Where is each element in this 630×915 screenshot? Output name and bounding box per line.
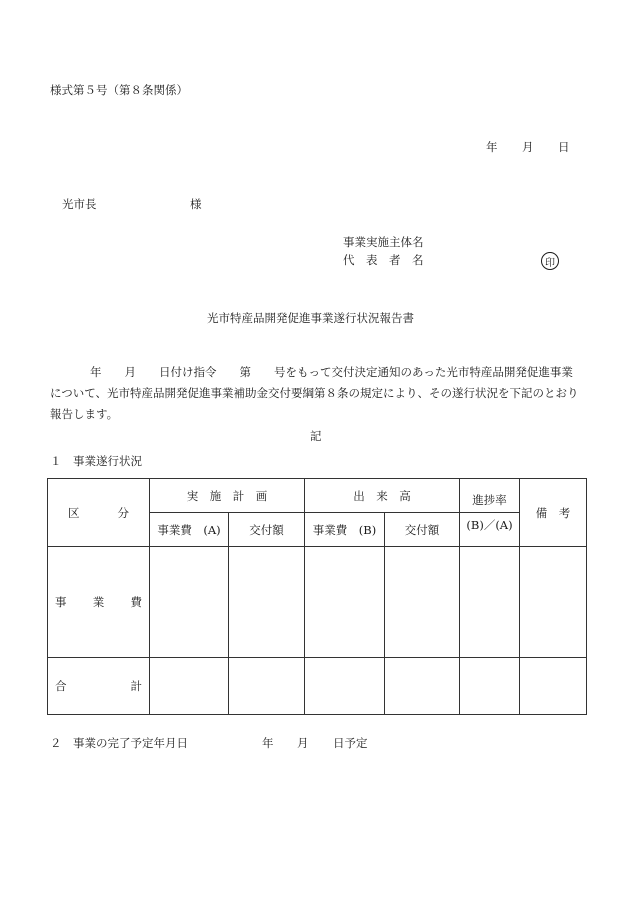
- total-cost-b[interactable]: [305, 658, 385, 715]
- total-grant-a[interactable]: [229, 658, 305, 715]
- total-ratio[interactable]: [460, 658, 520, 715]
- table-row-gokei: [48, 658, 587, 715]
- section-2-year: 年: [262, 736, 274, 750]
- header-plan: 実 施 計 画: [150, 479, 305, 513]
- body-paragraph: [50, 362, 584, 425]
- section-2-label: ２ 事業の完了予定年月日: [50, 736, 188, 750]
- cell-remarks[interactable]: [520, 547, 587, 658]
- header-cost-a: 事業費 (A): [150, 513, 229, 547]
- cell-grant-b[interactable]: [385, 547, 460, 658]
- doc-title: 光市特産品開発促進事業遂行状況報告書: [207, 311, 414, 325]
- cell-cost-a[interactable]: [150, 547, 229, 658]
- header-kubun-2: 分: [117, 505, 129, 520]
- section-1-heading: １ 事業遂行状況: [50, 454, 142, 468]
- header-kubun: [48, 479, 150, 547]
- header-kubun-1: 区: [68, 505, 80, 520]
- addressee-title: 光市長: [62, 197, 97, 211]
- header-cost-b: 事業費 (B): [305, 513, 385, 547]
- row-label-gokei-1: 合: [55, 679, 67, 693]
- table-row-jigyohi: [48, 547, 587, 658]
- section-2-month: 月: [297, 736, 309, 750]
- seal-mark: 印: [541, 252, 559, 270]
- total-cost-a[interactable]: [150, 658, 229, 715]
- ki-mark: 記: [310, 429, 322, 443]
- total-remarks[interactable]: [520, 658, 587, 715]
- date-year: 年: [486, 140, 498, 154]
- header-grant-a: 交付額: [229, 513, 305, 547]
- total-grant-b[interactable]: [385, 658, 460, 715]
- row-label-jigyohi-2: 業: [92, 595, 105, 609]
- header-grant-b: 交付額: [385, 513, 460, 547]
- applicant-org-label: 事業実施主体名: [343, 235, 424, 249]
- cell-ratio[interactable]: [460, 547, 520, 658]
- row-label-gokei-2: 計: [130, 679, 142, 693]
- row-label-gokei: [48, 658, 150, 715]
- date-month: 月: [522, 140, 534, 154]
- body-text: 年 月 日付け指令 第 号をもって交付決定通知のあった光市特産品開発促進事業について、光市特産品開発促進事業補助金交付要綱第８条の規定により、その遂行状況を下記のとおり報告します。: [50, 365, 579, 421]
- header-actual: 出 来 高: [305, 479, 460, 513]
- cell-grant-a[interactable]: [229, 547, 305, 658]
- progress-table: [47, 478, 587, 715]
- row-label-jigyohi-3: 費: [130, 595, 142, 609]
- section-2-day: 日予定: [333, 736, 368, 750]
- header-progress: 進捗率: [460, 479, 520, 513]
- addressee-honorific: 様: [190, 197, 202, 211]
- row-label-jigyohi-1: 事: [55, 595, 67, 609]
- applicant-rep-label: 代 表 者 名: [343, 253, 424, 267]
- row-label-jigyohi: [48, 547, 150, 658]
- date-day: 日: [558, 140, 570, 154]
- cell-cost-b[interactable]: [305, 547, 385, 658]
- header-ratio: (B)／(A): [460, 513, 520, 547]
- header-remarks: 備 考: [520, 479, 587, 547]
- form-number: 様式第５号（第８条関係）: [50, 83, 188, 97]
